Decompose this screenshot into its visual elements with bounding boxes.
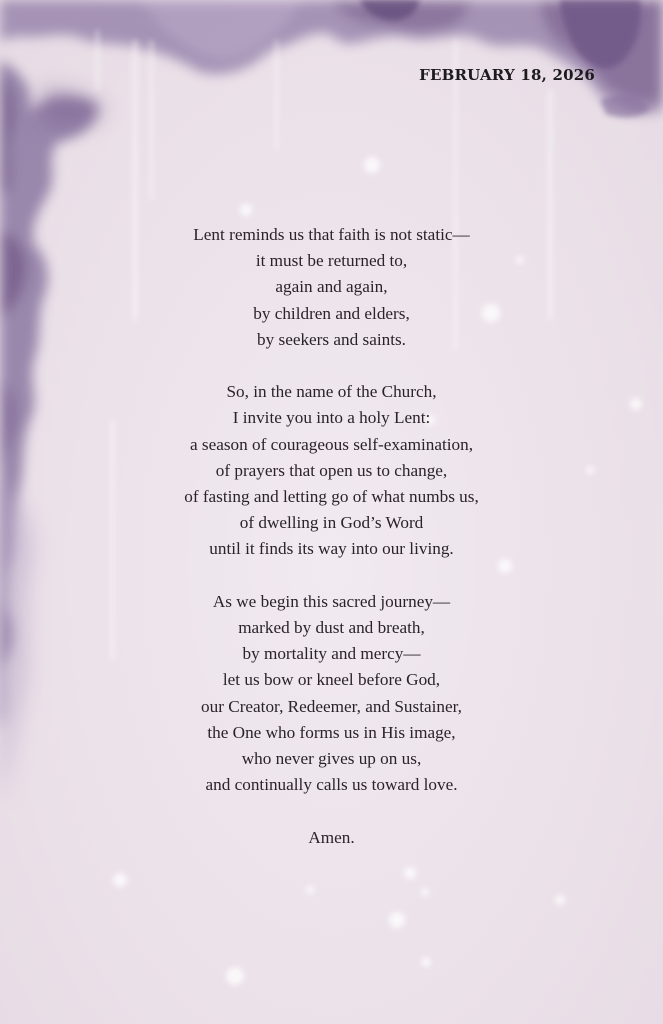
poem-line: by seekers and saints. xyxy=(257,329,406,349)
poem-line: of prayers that open us to change, xyxy=(215,460,448,480)
poem-line: As we begin this sacred journey— xyxy=(212,591,451,611)
amen-line: Amen. xyxy=(308,827,355,847)
poem-line: again and again, xyxy=(275,277,388,297)
stanza xyxy=(0,589,663,799)
poem-line: it must be returned to, xyxy=(255,251,408,271)
poem-line: and continually calls us toward love. xyxy=(205,775,458,795)
poem-line: I invite you into a holy Lent: xyxy=(232,408,431,428)
poem-line: who never gives up on us, xyxy=(241,749,422,769)
stanza xyxy=(0,379,663,562)
stanza-amen xyxy=(0,825,663,851)
poem-line: the One who forms us in His image, xyxy=(207,722,456,742)
poem-line: by mortality and mercy— xyxy=(242,644,421,664)
poem-line: our Creator, Redeemer, and Sustainer, xyxy=(201,696,462,716)
poem-line: let us bow or kneel before God, xyxy=(222,670,441,690)
stanza xyxy=(0,222,663,353)
poem-line: until it finds its way into our living. xyxy=(209,539,454,559)
poem-line: by children and elders, xyxy=(253,303,410,323)
poem-line: a season of courageous self-examination, xyxy=(189,434,473,454)
poem-line: of dwelling in God’s Word xyxy=(239,513,424,533)
prayer-text xyxy=(0,222,663,877)
poem-line: of fasting and letting go of what numbs us, xyxy=(184,487,479,507)
poem-line: marked by dust and breath, xyxy=(238,618,425,638)
poem-line: Lent reminds us that faith is not static— xyxy=(193,225,470,244)
poem-line: So, in the name of the Church, xyxy=(226,382,437,402)
date-heading: FEBRUARY 18, 2026 xyxy=(419,66,595,84)
